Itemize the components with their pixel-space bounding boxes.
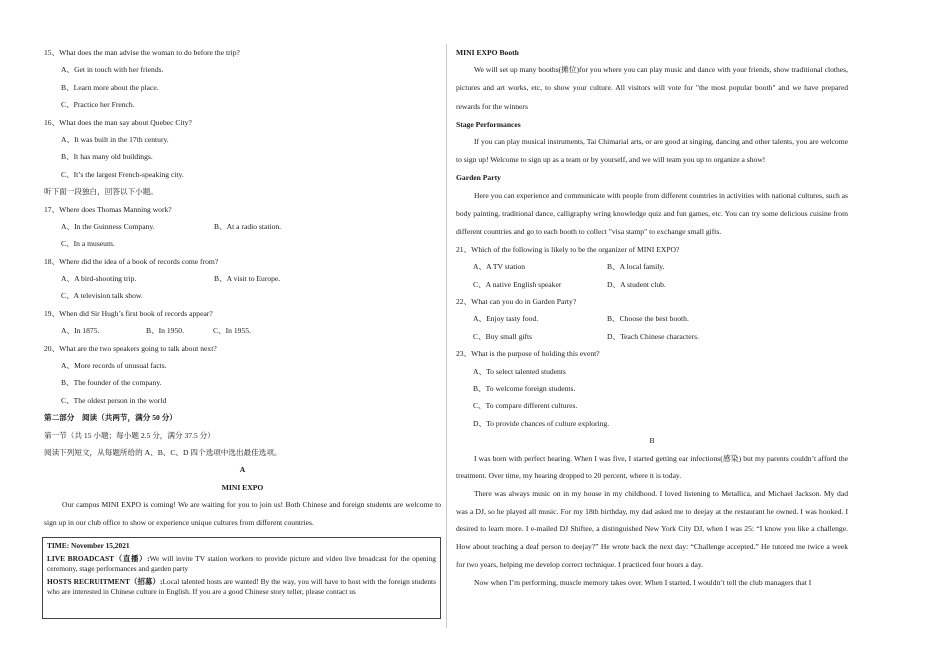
- question-17-option-b: B、At a radio station.: [214, 221, 282, 231]
- question-20-option-b: B、The founder of the company.: [61, 378, 162, 388]
- question-18-option-a: A、A bird-shooting trip.: [61, 274, 137, 284]
- passage-b-paragraph-3: Now when I’m performing, muscle memory takes over. When I started, I wouldn’t tell the club managers that I: [474, 577, 812, 587]
- question-15-option-b: B、Learn more about the place.: [61, 82, 159, 92]
- question-19-options-row: [44, 322, 441, 339]
- question-23-stem: 23、What is the purpose of holding this event?: [456, 349, 600, 359]
- question-22-option-d: D、Teach Chinese characters.: [607, 331, 700, 341]
- garden-text: Here you can experience and communicate with people from different countries in activities with national cultures, such as body painting, traditional dance, calligraphy wring knowledge quiz and fun games, etc. You can try some delicious cuisine from different countries and go to each booth to collect "visa stamp" to exchange small gifts.: [456, 190, 848, 236]
- question-21-options-row-1: [456, 258, 848, 275]
- monologue-instruction: 听下面一段独白，回答以下小题。: [44, 187, 158, 197]
- booth-text: We will set up many booths(摊位)for you where you can play music and dance with your friends, show traditional clothes, pictures and art works, etc, to show your culture. All visitors will vote for "the most popular booth" and we have prepared rewards for the winners: [456, 65, 848, 111]
- question-15-option-a: A、Get in touch with her friends.: [61, 65, 164, 75]
- question-16-stem: 16、What does the man say about Quebec City?: [44, 117, 192, 127]
- live-broadcast-text: We will invite TV station workers to provide picture and video live broadcast for the opening ceremony, stage performances and garden party: [47, 554, 436, 573]
- question-18-option-b: B、A visit to Europe.: [214, 274, 281, 284]
- question-16-option-c: C、It’s the largest French-speaking city.: [61, 169, 184, 179]
- passage-b-label: B: [649, 436, 655, 446]
- question-21-option-d: D、A student club.: [607, 279, 666, 289]
- part-two-title: 第二部分 阅读（共两节，满分 50 分）: [44, 413, 177, 423]
- hosts-recruitment-info: [47, 577, 436, 597]
- question-22-option-a: A、Enjoy tasty food.: [473, 314, 539, 324]
- section-one-heading: 第一节（共 15 小题；每小题 2.5 分，满分 37.5 分）: [44, 430, 215, 440]
- question-20-option-a: A、More records of unusual facts.: [61, 361, 167, 371]
- question-15-stem: 15、What does the man advise the woman to do before the trip?: [44, 48, 240, 57]
- question-22-option-b: B、Choose the best booth.: [607, 314, 689, 324]
- right-column: [456, 44, 848, 591]
- passage-a-intro: Our campus MINI EXPO is coming! We are waiting for you to join us! Both Chinese and foreign students are welcome to sign up in our club office to show or experience unique cultures from different countries.: [44, 500, 441, 528]
- hosts-recruitment-text: Local talented hosts are wanted! By the way, you will have to host with the foreign students who are interested in Chinese culture in English. If you are a good Chinese story teller, please contact us: [47, 577, 436, 596]
- stage-heading: Stage Performances: [456, 119, 521, 129]
- question-23-option-b: B、To welcome foreign students.: [473, 384, 576, 394]
- booth-heading: MINI EXPO Booth: [456, 48, 519, 57]
- question-21-option-b: B、A local family.: [607, 262, 665, 272]
- passage-a-title: MINI EXPO: [221, 482, 264, 492]
- left-column: [44, 44, 441, 532]
- question-21-options-row-2: [456, 276, 848, 293]
- question-18-stem: 18、Where did the idea of a book of records come from?: [44, 256, 219, 266]
- question-20-option-c: C、The oldest person in the world: [61, 395, 167, 405]
- question-21-stem: 21、Which of the following is likely to be the organizer of MINI EXPO?: [456, 244, 680, 254]
- passage-b-paragraph-1: I was born with perfect hearing. When I was five, I started getting ear infections(感染) but my parents couldn’t afford the treatment. Over time, my hearing dropped to 20 percent, where it is today.: [456, 453, 848, 481]
- question-23-option-a: A、To select talented students: [473, 366, 566, 376]
- question-18-option-c: C、A television talk show.: [61, 291, 143, 301]
- question-15-option-c: C、Practice her French.: [61, 100, 135, 110]
- question-22-options-row-1: [456, 310, 848, 327]
- passage-b-paragraph-2: There was always music on in my house in my childhood. I loved listening to Metallica, and Michael Jackson. My dad was a DJ, so he played all music. For my 18th birthday, my dad asked me to deejay at the restaurant he owned. I was hooked. I desired to learn more. I e-mailed DJ Shiftee, a distinguished New York City DJ, when I was 25: “I know you like a challenge. How about teaching a deaf person to deejay?” He wrote back the next day: “Challenge accepted.” He tutored me twice a week for two years, helping me develop correct technique. I practiced four hours a day.: [456, 489, 848, 569]
- garden-heading: Garden Party: [456, 173, 501, 183]
- event-info-box: [42, 537, 441, 619]
- question-21-option-c: C、A native English speaker: [473, 279, 562, 289]
- section-one-instruction: 阅读下列短文，从每题所给的 A、B、C、D 四个选项中选出最佳选项。: [44, 447, 282, 457]
- event-time: TIME: November 15,2021: [47, 541, 130, 550]
- question-18-options-row: [44, 270, 441, 287]
- question-22-stem: 22、What can you do in Garden Party?: [456, 297, 577, 307]
- question-23-option-d: D、To provide chances of culture exploring.: [473, 418, 610, 428]
- question-17-option-c: C、In a museum.: [61, 239, 115, 249]
- stage-text: If you can play musical instruments, Tai Chimarial arts, or are good at singing, dancing and other talents, you are welcome to sign up! Welcome to sign up as a team or by yourself, and we will team you up to organize a show!: [456, 137, 848, 165]
- question-16-option-b: B、It has many old buildings.: [61, 152, 153, 162]
- live-broadcast-label: LIVE BROADCAST（直播）:: [47, 554, 150, 563]
- question-16-option-a: A、It was built in the 17th century.: [61, 134, 169, 144]
- question-20-stem: 20、What are the two speakers going to talk about next?: [44, 343, 217, 353]
- question-19-stem: 19、When did Sir Hugh’s first book of records appear?: [44, 308, 213, 318]
- question-19-option-a: A、In 1875.: [61, 326, 100, 336]
- question-22-option-c: C、Buy small gifts: [473, 331, 533, 341]
- question-17-option-a: A、In the Guinness Company.: [61, 221, 155, 231]
- question-21-option-a: A、A TV station: [473, 262, 526, 272]
- question-19-option-b: B、In 1950.: [146, 326, 184, 336]
- live-broadcast-info: [47, 554, 436, 574]
- question-19-option-c: C、In 1955.: [213, 326, 251, 336]
- question-17-stem: 17、Where does Thomas Manning work?: [44, 204, 172, 214]
- hosts-recruitment-label: HOSTS RECRUITMENT（招募）:: [47, 577, 163, 586]
- question-23-option-c: C、To compare different cultures.: [473, 401, 578, 411]
- question-17-options-row: [44, 218, 441, 235]
- passage-a-label: A: [239, 465, 246, 475]
- question-22-options-row-2: [456, 328, 848, 345]
- column-divider: [446, 44, 447, 628]
